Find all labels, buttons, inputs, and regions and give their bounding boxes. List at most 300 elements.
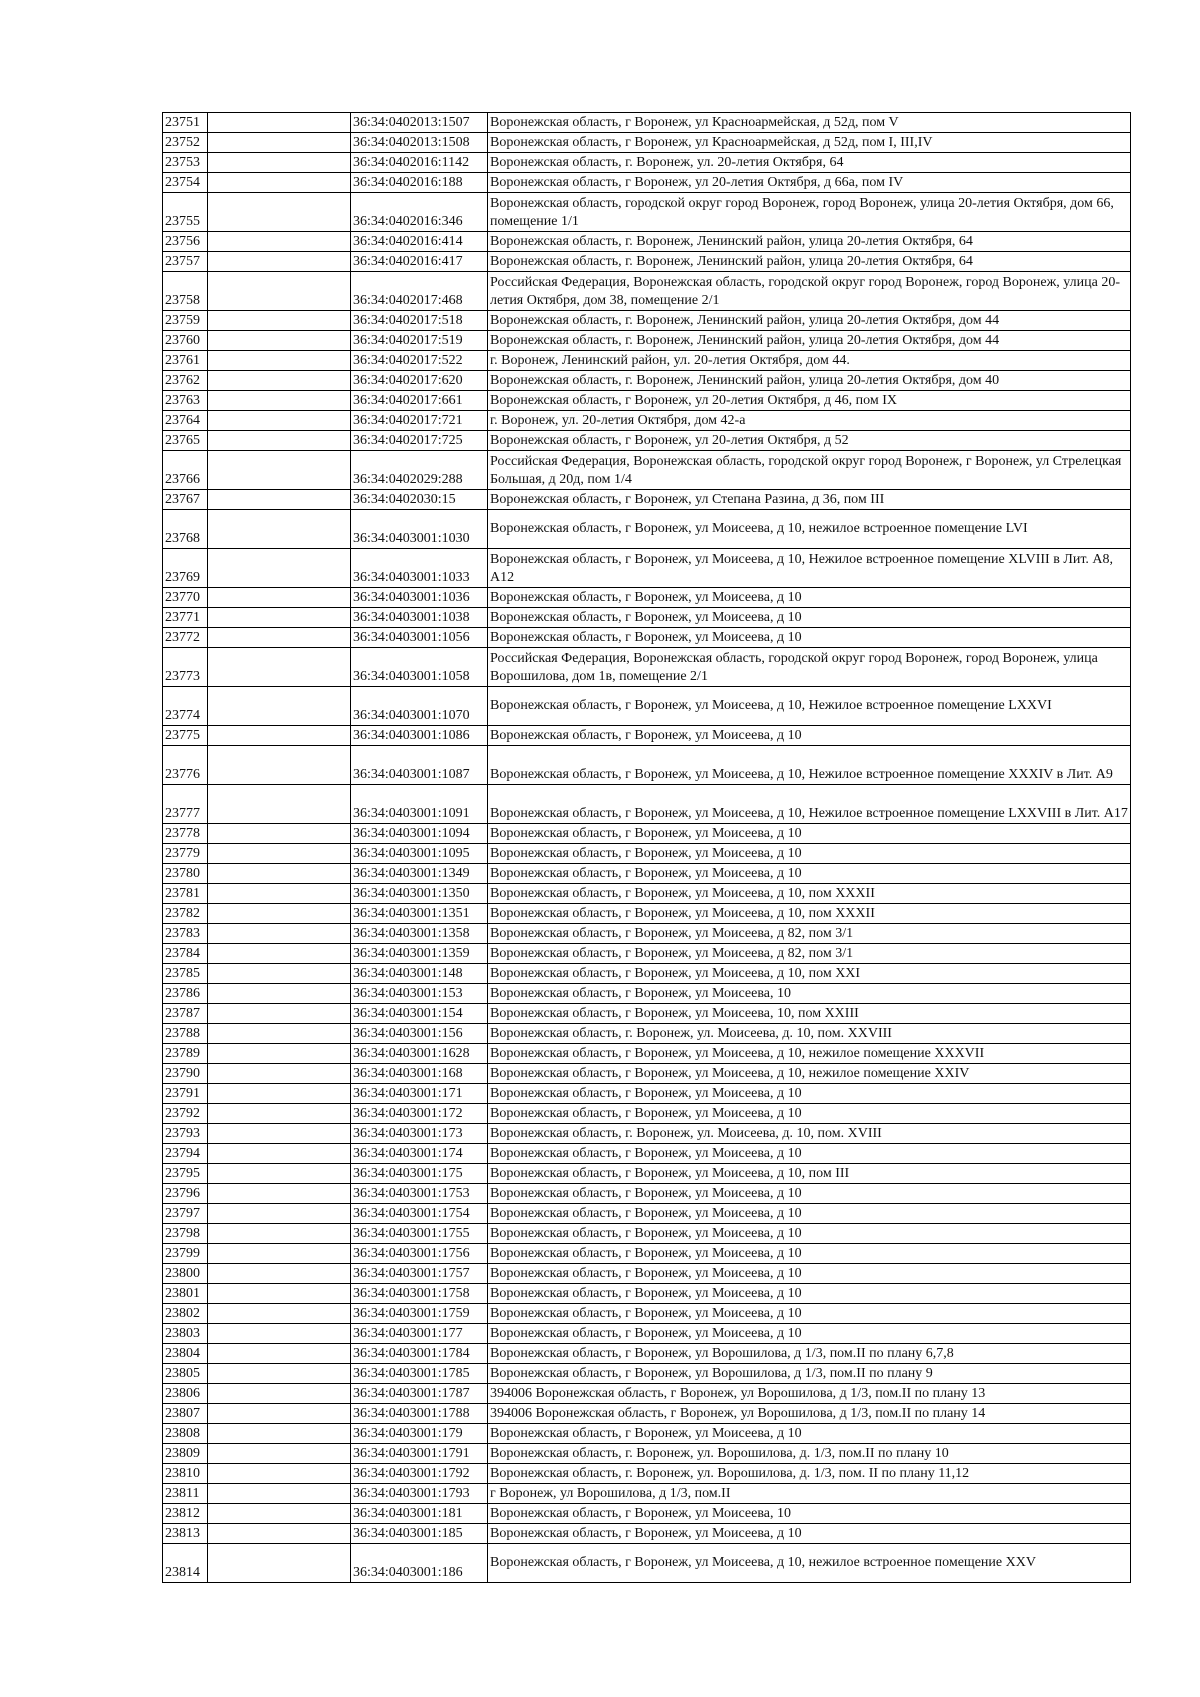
row-number-cell: 23806	[163, 1384, 208, 1404]
empty-cell	[208, 1264, 351, 1284]
cadastral-number-cell: 36:34:0403001:173	[351, 1124, 488, 1144]
row-number-cell: 23811	[163, 1484, 208, 1504]
table-row	[163, 904, 1131, 924]
row-number-cell: 23763	[163, 391, 208, 411]
table-row	[163, 1004, 1131, 1024]
address-cell: Воронежская область, г Воронеж, ул Ворошилова, д 1/3, пом.II по плану 9	[488, 1364, 1131, 1384]
address-cell: Воронежская область, г. Воронеж, Ленинский район, улица 20-летия Октября, дом 44	[488, 331, 1131, 351]
empty-cell	[208, 608, 351, 628]
cadastral-number-cell: 36:34:0403001:1757	[351, 1264, 488, 1284]
table-row	[163, 984, 1131, 1004]
cadastral-number-cell: 36:34:0403001:186	[351, 1544, 488, 1583]
address-cell: Воронежская область, г Воронеж, ул Моисеева, д 10	[488, 628, 1131, 648]
table-row	[163, 1284, 1131, 1304]
table-row	[163, 1164, 1131, 1184]
cadastral-number-cell: 36:34:0403001:179	[351, 1424, 488, 1444]
cadastral-number-cell: 36:34:0403001:1086	[351, 726, 488, 746]
cadastral-number-cell: 36:34:0402016:188	[351, 173, 488, 193]
empty-cell	[208, 924, 351, 944]
cadastral-number-cell: 36:34:0403001:1350	[351, 884, 488, 904]
table-row	[163, 746, 1131, 785]
address-cell: Воронежская область, г Воронеж, ул Моисеева, д 10	[488, 1104, 1131, 1124]
empty-cell	[208, 884, 351, 904]
row-number-cell: 23794	[163, 1144, 208, 1164]
cadastral-number-cell: 36:34:0403001:168	[351, 1064, 488, 1084]
address-cell: Воронежская область, г Воронеж, ул Моисеева, д 10	[488, 588, 1131, 608]
cadastral-number-cell: 36:34:0403001:1056	[351, 628, 488, 648]
empty-cell	[208, 984, 351, 1004]
table-row	[163, 153, 1131, 173]
row-number-cell: 23797	[163, 1204, 208, 1224]
address-cell: Воронежская область, г Воронеж, ул 20-летия Октября, д 66а, пом IV	[488, 173, 1131, 193]
empty-cell	[208, 844, 351, 864]
empty-cell	[208, 1304, 351, 1324]
address-cell: Воронежская область, г Воронеж, ул Моисеева, д 10, Нежилое встроенное помещение LXXVI	[488, 687, 1131, 726]
address-cell: Воронежская область, г Воронеж, ул Моисеева, д 10, нежилое встроенное помещение XXV	[488, 1544, 1131, 1583]
cadastral-number-cell: 36:34:0402017:518	[351, 311, 488, 331]
table-row	[163, 1504, 1131, 1524]
empty-cell	[208, 648, 351, 687]
cadastral-number-cell: 36:34:0403001:1094	[351, 824, 488, 844]
table-row	[163, 1084, 1131, 1104]
cadastral-number-cell: 36:34:0403001:1070	[351, 687, 488, 726]
empty-cell	[208, 1344, 351, 1364]
table-row	[163, 588, 1131, 608]
empty-cell	[208, 1144, 351, 1164]
row-number-cell: 23796	[163, 1184, 208, 1204]
row-number-cell: 23772	[163, 628, 208, 648]
address-cell: Воронежская область, г. Воронеж, ул. Ворошилова, д. 1/3, пом. II по плану 11,12	[488, 1464, 1131, 1484]
empty-cell	[208, 1004, 351, 1024]
table-row	[163, 1064, 1131, 1084]
cadastral-number-cell: 36:34:0402029:288	[351, 451, 488, 490]
cadastral-number-cell: 36:34:0403001:148	[351, 964, 488, 984]
address-cell: Воронежская область, г Воронеж, ул Моисеева, д 10	[488, 1144, 1131, 1164]
row-number-cell: 23809	[163, 1444, 208, 1464]
row-number-cell: 23812	[163, 1504, 208, 1524]
cadastral-number-cell: 36:34:0403001:172	[351, 1104, 488, 1124]
empty-cell	[208, 133, 351, 153]
row-number-cell: 23787	[163, 1004, 208, 1024]
address-cell: Воронежская область, г Воронеж, ул Моисеева, д 10	[488, 864, 1131, 884]
table-row	[163, 1344, 1131, 1364]
empty-cell	[208, 193, 351, 232]
table-row	[163, 1464, 1131, 1484]
table-row	[163, 351, 1131, 371]
address-cell: Воронежская область, г Воронеж, ул Моисеева, д 10	[488, 1204, 1131, 1224]
empty-cell	[208, 431, 351, 451]
empty-cell	[208, 1124, 351, 1144]
row-number-cell: 23773	[163, 648, 208, 687]
row-number-cell: 23779	[163, 844, 208, 864]
table-row	[163, 1224, 1131, 1244]
address-cell: Воронежская область, г Воронеж, ул Моисеева, 10	[488, 1504, 1131, 1524]
table-row	[163, 628, 1131, 648]
empty-cell	[208, 1324, 351, 1344]
empty-cell	[208, 1444, 351, 1464]
address-cell: Воронежская область, г Воронеж, ул Моисеева, д 10, Нежилое встроенное помещение XXXIV в Лит. А9	[488, 746, 1131, 785]
address-cell: Российская Федерация, Воронежская область, городской округ город Воронеж, город Воронеж, улица Ворошилова, дом 1в, помещение 2/1	[488, 648, 1131, 687]
table-row	[163, 173, 1131, 193]
row-number-cell: 23751	[163, 113, 208, 133]
row-number-cell: 23810	[163, 1464, 208, 1484]
table-row	[163, 1524, 1131, 1544]
address-cell: г. Воронеж, Ленинский район, ул. 20-летия Октября, дом 44.	[488, 351, 1131, 371]
cadastral-number-cell: 36:34:0403001:1349	[351, 864, 488, 884]
cadastral-number-cell: 36:34:0403001:1628	[351, 1044, 488, 1064]
row-number-cell: 23808	[163, 1424, 208, 1444]
empty-cell	[208, 113, 351, 133]
empty-cell	[208, 1184, 351, 1204]
address-cell: Воронежская область, г Воронеж, ул Моисеева, д 10, Нежилое встроенное помещение LXXVIII в Лит. А17	[488, 785, 1131, 824]
cadastral-number-cell: 36:34:0402013:1508	[351, 133, 488, 153]
empty-cell	[208, 252, 351, 272]
cadastral-number-cell: 36:34:0402013:1507	[351, 113, 488, 133]
table-row	[163, 232, 1131, 252]
table-row	[163, 1144, 1131, 1164]
table-row	[163, 1104, 1131, 1124]
address-cell: Воронежская область, г Воронеж, ул Моисеева, д 10, нежилое помещение XXIV	[488, 1064, 1131, 1084]
table-row	[163, 1324, 1131, 1344]
address-cell: Воронежская область, г Воронеж, ул Моисеева, д 10, нежилое встроенное помещение LVI	[488, 510, 1131, 549]
address-cell: Воронежская область, г Воронеж, ул 20-летия Октября, д 46, пом IX	[488, 391, 1131, 411]
table-row	[163, 687, 1131, 726]
row-number-cell: 23756	[163, 232, 208, 252]
address-cell: Российская Федерация, Воронежская область, городской округ город Воронеж, город Воронеж, улица 20-летия Октября, дом 38, помещение 2/1	[488, 272, 1131, 311]
empty-cell	[208, 1524, 351, 1544]
cadastral-number-cell: 36:34:0402017:725	[351, 431, 488, 451]
cadastral-number-cell: 36:34:0402017:620	[351, 371, 488, 391]
address-cell: Воронежская область, г Воронеж, ул Моисеева, д 10	[488, 844, 1131, 864]
address-cell: Российская Федерация, Воронежская область, городской округ город Воронеж, г Воронеж, ул Стрелецкая Большая, д 20д, пом 1/4	[488, 451, 1131, 490]
table-row	[163, 549, 1131, 588]
registry-table	[162, 112, 1131, 1583]
address-cell: Воронежская область, г. Воронеж, ул. Ворошилова, д. 1/3, пом.II по плану 10	[488, 1444, 1131, 1464]
table-row	[163, 844, 1131, 864]
table-row	[163, 1304, 1131, 1324]
address-cell: Воронежская область, г Воронеж, ул Ворошилова, д 1/3, пом.II по плану 6,7,8	[488, 1344, 1131, 1364]
cadastral-number-cell: 36:34:0402016:1142	[351, 153, 488, 173]
empty-cell	[208, 1204, 351, 1224]
row-number-cell: 23778	[163, 824, 208, 844]
row-number-cell: 23791	[163, 1084, 208, 1104]
row-number-cell: 23774	[163, 687, 208, 726]
empty-cell	[208, 549, 351, 588]
cadastral-number-cell: 36:34:0403001:177	[351, 1324, 488, 1344]
cadastral-number-cell: 36:34:0402017:522	[351, 351, 488, 371]
address-cell: Воронежская область, г Воронеж, ул Моисеева, 10, пом XXIII	[488, 1004, 1131, 1024]
row-number-cell: 23764	[163, 411, 208, 431]
table-row	[163, 252, 1131, 272]
table-row	[163, 272, 1131, 311]
cadastral-number-cell: 36:34:0403001:185	[351, 1524, 488, 1544]
table-row	[163, 1264, 1131, 1284]
row-number-cell: 23752	[163, 133, 208, 153]
address-cell: Воронежская область, г Воронеж, ул Моисеева, 10	[488, 984, 1131, 1004]
row-number-cell: 23782	[163, 904, 208, 924]
table-row	[163, 371, 1131, 391]
address-cell: г Воронеж, ул Ворошилова, д 1/3, пом.II	[488, 1484, 1131, 1504]
address-cell: г. Воронеж, ул. 20-летия Октября, дом 42-а	[488, 411, 1131, 431]
empty-cell	[208, 1044, 351, 1064]
row-number-cell: 23769	[163, 549, 208, 588]
row-number-cell: 23802	[163, 1304, 208, 1324]
row-number-cell: 23803	[163, 1324, 208, 1344]
table-row	[163, 431, 1131, 451]
empty-cell	[208, 371, 351, 391]
empty-cell	[208, 510, 351, 549]
cadastral-number-cell: 36:34:0403001:1038	[351, 608, 488, 628]
address-cell: Воронежская область, городской округ город Воронеж, город Воронеж, улица 20-летия Октября, дом 66, помещение 1/1	[488, 193, 1131, 232]
table-row	[163, 1204, 1131, 1224]
row-number-cell: 23805	[163, 1364, 208, 1384]
empty-cell	[208, 451, 351, 490]
table-row	[163, 924, 1131, 944]
table-row	[163, 1404, 1131, 1424]
cadastral-number-cell: 36:34:0403001:1758	[351, 1284, 488, 1304]
address-cell: Воронежская область, г Воронеж, ул Моисеева, д 10	[488, 1304, 1131, 1324]
cadastral-number-cell: 36:34:0403001:156	[351, 1024, 488, 1044]
address-cell: Воронежская область, г Воронеж, ул Моисеева, д 10, Нежилое встроенное помещение XLVIII в Лит. А8, А12	[488, 549, 1131, 588]
cadastral-number-cell: 36:34:0402016:414	[351, 232, 488, 252]
cadastral-number-cell: 36:34:0402016:346	[351, 193, 488, 232]
cadastral-number-cell: 36:34:0403001:1091	[351, 785, 488, 824]
document-page	[162, 112, 1130, 1583]
empty-cell	[208, 232, 351, 252]
row-number-cell: 23765	[163, 431, 208, 451]
table-row	[163, 311, 1131, 331]
cadastral-number-cell: 36:34:0403001:1095	[351, 844, 488, 864]
empty-cell	[208, 1364, 351, 1384]
cadastral-number-cell: 36:34:0403001:1759	[351, 1304, 488, 1324]
table-row	[163, 884, 1131, 904]
empty-cell	[208, 1464, 351, 1484]
table-row	[163, 1484, 1131, 1504]
table-row	[163, 1444, 1131, 1464]
table-row	[163, 113, 1131, 133]
table-row	[163, 1024, 1131, 1044]
row-number-cell: 23789	[163, 1044, 208, 1064]
table-row	[163, 785, 1131, 824]
empty-cell	[208, 628, 351, 648]
empty-cell	[208, 391, 351, 411]
address-cell: Воронежская область, г. Воронеж, ул. Моисеева, д. 10, пом. XXVIII	[488, 1024, 1131, 1044]
table-row	[163, 1544, 1131, 1583]
row-number-cell: 23801	[163, 1284, 208, 1304]
empty-cell	[208, 1224, 351, 1244]
empty-cell	[208, 1164, 351, 1184]
empty-cell	[208, 1504, 351, 1524]
cadastral-number-cell: 36:34:0402017:519	[351, 331, 488, 351]
empty-cell	[208, 173, 351, 193]
row-number-cell: 23762	[163, 371, 208, 391]
cadastral-number-cell: 36:34:0403001:1033	[351, 549, 488, 588]
cadastral-number-cell: 36:34:0403001:1756	[351, 1244, 488, 1264]
empty-cell	[208, 864, 351, 884]
empty-cell	[208, 351, 351, 371]
address-cell: 394006 Воронежская область, г Воронеж, ул Ворошилова, д 1/3, пом.II по плану 13	[488, 1384, 1131, 1404]
cadastral-number-cell: 36:34:0403001:1791	[351, 1444, 488, 1464]
cadastral-number-cell: 36:34:0403001:1753	[351, 1184, 488, 1204]
address-cell: Воронежская область, г Воронеж, ул 20-летия Октября, д 52	[488, 431, 1131, 451]
address-cell: Воронежская область, г Воронеж, ул Моисеева, д 10	[488, 1524, 1131, 1544]
row-number-cell: 23760	[163, 331, 208, 351]
table-row	[163, 964, 1131, 984]
empty-cell	[208, 272, 351, 311]
empty-cell	[208, 1104, 351, 1124]
address-cell: Воронежская область, г Воронеж, ул Моисеева, д 10, пом XXI	[488, 964, 1131, 984]
row-number-cell: 23755	[163, 193, 208, 232]
table-row	[163, 1244, 1131, 1264]
cadastral-number-cell: 36:34:0403001:1785	[351, 1364, 488, 1384]
empty-cell	[208, 785, 351, 824]
empty-cell	[208, 687, 351, 726]
row-number-cell: 23790	[163, 1064, 208, 1084]
table-row	[163, 864, 1131, 884]
registry-body	[163, 113, 1131, 1583]
cadastral-number-cell: 36:34:0403001:1787	[351, 1384, 488, 1404]
row-number-cell: 23761	[163, 351, 208, 371]
table-row	[163, 1184, 1131, 1204]
table-row	[163, 648, 1131, 687]
cadastral-number-cell: 36:34:0403001:175	[351, 1164, 488, 1184]
table-row	[163, 726, 1131, 746]
empty-cell	[208, 490, 351, 510]
table-row	[163, 824, 1131, 844]
row-number-cell: 23807	[163, 1404, 208, 1424]
address-cell: Воронежская область, г. Воронеж, Ленинский район, улица 20-летия Октября, 64	[488, 252, 1131, 272]
cadastral-number-cell: 36:34:0403001:1358	[351, 924, 488, 944]
table-row	[163, 331, 1131, 351]
row-number-cell: 23814	[163, 1544, 208, 1583]
cadastral-number-cell: 36:34:0403001:1755	[351, 1224, 488, 1244]
address-cell: Воронежская область, г Воронеж, ул Моисеева, д 10	[488, 824, 1131, 844]
address-cell: Воронежская область, г Воронеж, ул Моисеева, д 10, нежилое помещение XXXVII	[488, 1044, 1131, 1064]
row-number-cell: 23798	[163, 1224, 208, 1244]
empty-cell	[208, 331, 351, 351]
table-row	[163, 193, 1131, 232]
row-number-cell: 23799	[163, 1244, 208, 1264]
table-row	[163, 510, 1131, 549]
empty-cell	[208, 411, 351, 431]
empty-cell	[208, 726, 351, 746]
empty-cell	[208, 1084, 351, 1104]
empty-cell	[208, 944, 351, 964]
empty-cell	[208, 1484, 351, 1504]
address-cell: Воронежская область, г Воронеж, ул Моисеева, д 10	[488, 1184, 1131, 1204]
cadastral-number-cell: 36:34:0403001:171	[351, 1084, 488, 1104]
cadastral-number-cell: 36:34:0402017:721	[351, 411, 488, 431]
address-cell: Воронежская область, г Воронеж, ул Моисеева, д 10	[488, 1264, 1131, 1284]
empty-cell	[208, 153, 351, 173]
address-cell: Воронежская область, г Воронеж, ул Моисеева, д 82, пом 3/1	[488, 944, 1131, 964]
cadastral-number-cell: 36:34:0403001:154	[351, 1004, 488, 1024]
empty-cell	[208, 1064, 351, 1084]
table-row	[163, 1424, 1131, 1444]
address-cell: Воронежская область, г. Воронеж, Ленинский район, улица 20-летия Октября, дом 44	[488, 311, 1131, 331]
row-number-cell: 23788	[163, 1024, 208, 1044]
cadastral-number-cell: 36:34:0403001:1793	[351, 1484, 488, 1504]
address-cell: Воронежская область, г Воронеж, ул Моисеева, д 10	[488, 1084, 1131, 1104]
address-cell: Воронежская область, г Воронеж, ул Моисеева, д 10, пом III	[488, 1164, 1131, 1184]
address-cell: Воронежская область, г Воронеж, ул Моисеева, д 10, пом XXXII	[488, 904, 1131, 924]
address-cell: Воронежская область, г Воронеж, ул Моисеева, д 10	[488, 726, 1131, 746]
cadastral-number-cell: 36:34:0403001:1784	[351, 1344, 488, 1364]
cadastral-number-cell: 36:34:0403001:1792	[351, 1464, 488, 1484]
row-number-cell: 23792	[163, 1104, 208, 1124]
address-cell: Воронежская область, г Воронеж, ул Моисеева, д 10	[488, 1224, 1131, 1244]
empty-cell	[208, 964, 351, 984]
table-row	[163, 1044, 1131, 1064]
empty-cell	[208, 1244, 351, 1264]
row-number-cell: 23754	[163, 173, 208, 193]
row-number-cell: 23781	[163, 884, 208, 904]
cadastral-number-cell: 36:34:0403001:1036	[351, 588, 488, 608]
row-number-cell: 23785	[163, 964, 208, 984]
empty-cell	[208, 1384, 351, 1404]
address-cell: Воронежская область, г Воронеж, ул Моисеева, д 10	[488, 1324, 1131, 1344]
row-number-cell: 23783	[163, 924, 208, 944]
row-number-cell: 23768	[163, 510, 208, 549]
row-number-cell: 23759	[163, 311, 208, 331]
empty-cell	[208, 1424, 351, 1444]
row-number-cell: 23804	[163, 1344, 208, 1364]
cadastral-number-cell: 36:34:0403001:1754	[351, 1204, 488, 1224]
row-number-cell: 23776	[163, 746, 208, 785]
row-number-cell: 23758	[163, 272, 208, 311]
row-number-cell: 23767	[163, 490, 208, 510]
address-cell: 394006 Воронежская область, г Воронеж, ул Ворошилова, д 1/3, пом.II по плану 14	[488, 1404, 1131, 1424]
row-number-cell: 23770	[163, 588, 208, 608]
row-number-cell: 23766	[163, 451, 208, 490]
row-number-cell: 23771	[163, 608, 208, 628]
empty-cell	[208, 746, 351, 785]
table-row	[163, 1384, 1131, 1404]
table-row	[163, 1124, 1131, 1144]
cadastral-number-cell: 36:34:0403001:1359	[351, 944, 488, 964]
row-number-cell: 23800	[163, 1264, 208, 1284]
address-cell: Воронежская область, г Воронеж, ул Красноармейская, д 52д, пом V	[488, 113, 1131, 133]
cadastral-number-cell: 36:34:0403001:174	[351, 1144, 488, 1164]
address-cell: Воронежская область, г. Воронеж, ул. Моисеева, д. 10, пом. XVIII	[488, 1124, 1131, 1144]
row-number-cell: 23775	[163, 726, 208, 746]
row-number-cell: 23780	[163, 864, 208, 884]
row-number-cell: 23753	[163, 153, 208, 173]
table-row	[163, 490, 1131, 510]
table-row	[163, 1364, 1131, 1384]
cadastral-number-cell: 36:34:0402030:15	[351, 490, 488, 510]
table-row	[163, 411, 1131, 431]
table-row	[163, 944, 1131, 964]
address-cell: Воронежская область, г Воронеж, ул Моисеева, д 10	[488, 1244, 1131, 1264]
address-cell: Воронежская область, г Воронеж, ул Моисеева, д 82, пом 3/1	[488, 924, 1131, 944]
address-cell: Воронежская область, г Воронеж, ул Моисеева, д 10	[488, 1424, 1131, 1444]
cadastral-number-cell: 36:34:0403001:1087	[351, 746, 488, 785]
empty-cell	[208, 1544, 351, 1583]
empty-cell	[208, 904, 351, 924]
address-cell: Воронежская область, г Воронеж, ул Степана Разина, д 36, пом III	[488, 490, 1131, 510]
empty-cell	[208, 1024, 351, 1044]
row-number-cell: 23793	[163, 1124, 208, 1144]
address-cell: Воронежская область, г. Воронеж, ул. 20-летия Октября, 64	[488, 153, 1131, 173]
table-row	[163, 608, 1131, 628]
cadastral-number-cell: 36:34:0403001:1351	[351, 904, 488, 924]
address-cell: Воронежская область, г. Воронеж, Ленинский район, улица 20-летия Октября, 64	[488, 232, 1131, 252]
cadastral-number-cell: 36:34:0402016:417	[351, 252, 488, 272]
row-number-cell: 23784	[163, 944, 208, 964]
row-number-cell: 23777	[163, 785, 208, 824]
address-cell: Воронежская область, г Воронеж, ул Моисеева, д 10	[488, 608, 1131, 628]
